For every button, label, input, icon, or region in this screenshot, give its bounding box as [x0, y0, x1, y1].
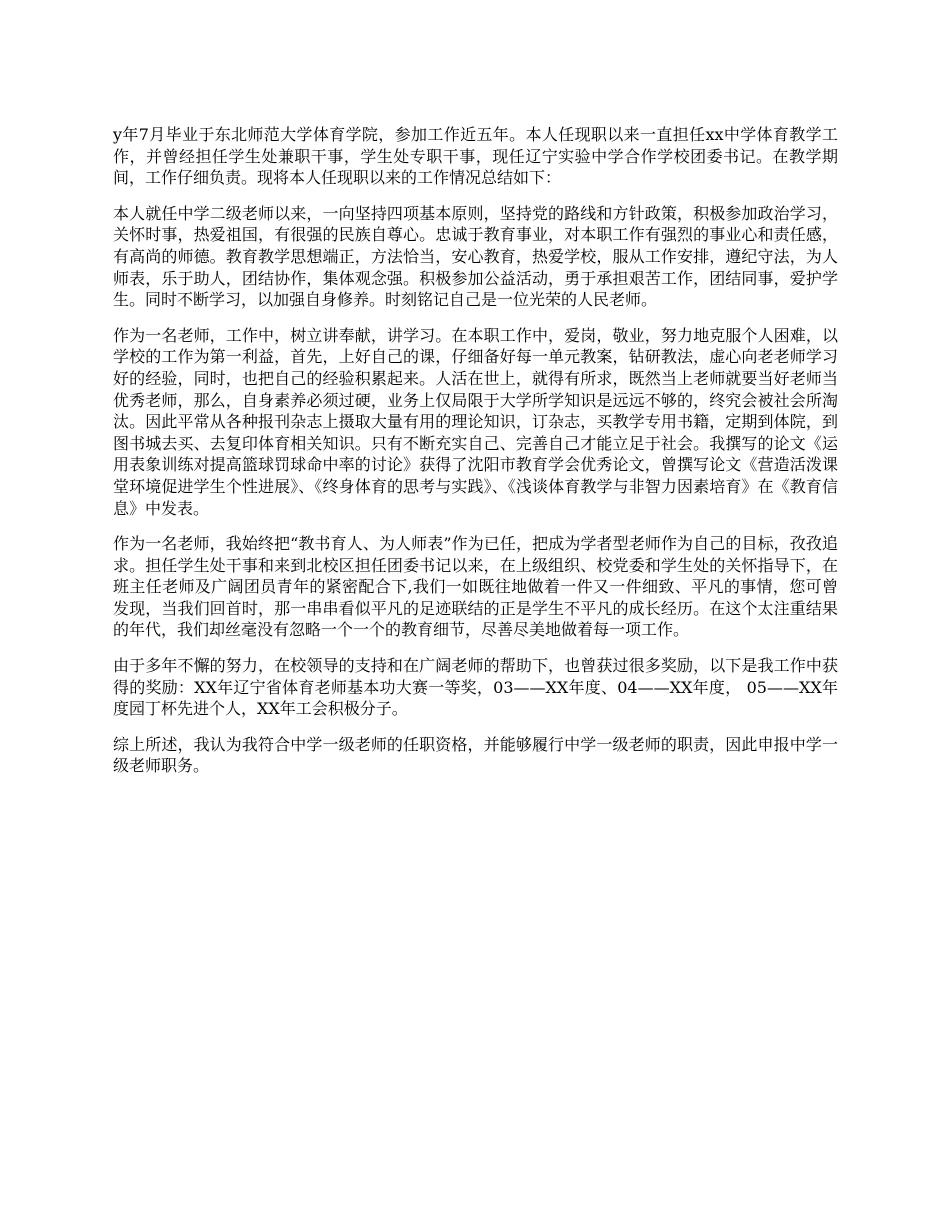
paragraph-awards: 由于多年不懈的努力，在校领导的支持和在广阔老师的帮助下，也曾获过很多奖励，以下是我工作中获得的奖励：XX年辽宁省体育老师基本功大赛一等奖，03——XX年度、04——XX年度， 05——XX年度园丁杯先进个人，XX年工会积极分子。	[113, 656, 838, 719]
document-body	[113, 124, 838, 791]
paragraph-political-attitude: 本人就任中学二级老师以来，一向坚持四项基本原则，坚持党的路线和方针政策，积极参加政治学习，关怀时事，热爱祖国，有很强的民族自尊心。忠诚于教育事业，对本职工作有强烈的事业心和责任感，有高尚的师德。教育教学思想端正，方法恰当，安心教育，热爱学校，服从工作安排，遵纪守法，为人师表，乐于助人，团结协作，集体观念强。积极参加公益活动，勇于承担艰苦工作，团结同事，爱护学生。同时不断学习，以加强自身修养。时刻铭记自己是一位光荣的人民老师。	[113, 203, 838, 310]
paragraph-work-and-study: 作为一名老师，工作中，树立讲奉献，讲学习。在本职工作中，爱岗，敬业，努力地克服个人困难，以学校的工作为第一利益，首先，上好自己的课，仔细备好每一单元教案，钻研教法，虚心向老老师学习好的经验，同时，也把自己的经验积累起来。人活在世上，就得有所求，既然当上老师就要当好老师当优秀老师，那么，自身素养必须过硬，业务上仅局限于大学所学知识是远远不够的，终究会被社会所淘汰。因此平常从各种报刊杂志上摄取大量有用的理论知识，订杂志，买教学专用书籍，定期到体院，到图书城去买、去复印体育相关知识。只有不断充实自己、完善自己才能立足于社会。我撰写的论文《运用表象训练对提高篮球罚球命中率的讨论》获得了沈阳市教育学会优秀论文，曾撰写论文《营造活泼课堂环境促进学生个性进展》、《终身体育的思考与实践》、《浅谈体育教学与非智力因素培育》在《教育信息》中发表。	[113, 325, 838, 518]
paragraph-intro: y年7月毕业于东北师范大学体育学院，参加工作近五年。本人任现职以来一直担任xx中学体育教学工作，并曾经担任学生处兼职干事，学生处专职干事，现任辽宁实验中学合作学校团委书记。在教学期间，工作仔细负责。现将本人任现职以来的工作情况总结如下：	[113, 125, 838, 188]
paragraph-conclusion: 综上所述，我认为我符合中学一级老师的任职资格，并能够履行中学一级老师的职责，因此申报中学一级老师职务。	[113, 734, 838, 776]
paragraph-educating-people: 作为一名老师，我始终把“教书育人、为人师表”作为已任，把成为学者型老师作为自己的目标，孜孜追求。担任学生处干事和来到北校区担任团委书记以来，在上级组织、校党委和学生处的关怀指导下，在班主任老师及广阔团员青年的紧密配合下,我们一如既往地做着一件又一件细致、平凡的事情，您可曾发现，当我们回首时，那一串串看似平凡的足迹联结的正是学生不平凡的成长经历。在这个太注重结果的年代，我们却丝毫没有忽略一个一个的教育细节，尽善尽美地做着每一项工作。	[113, 534, 838, 640]
